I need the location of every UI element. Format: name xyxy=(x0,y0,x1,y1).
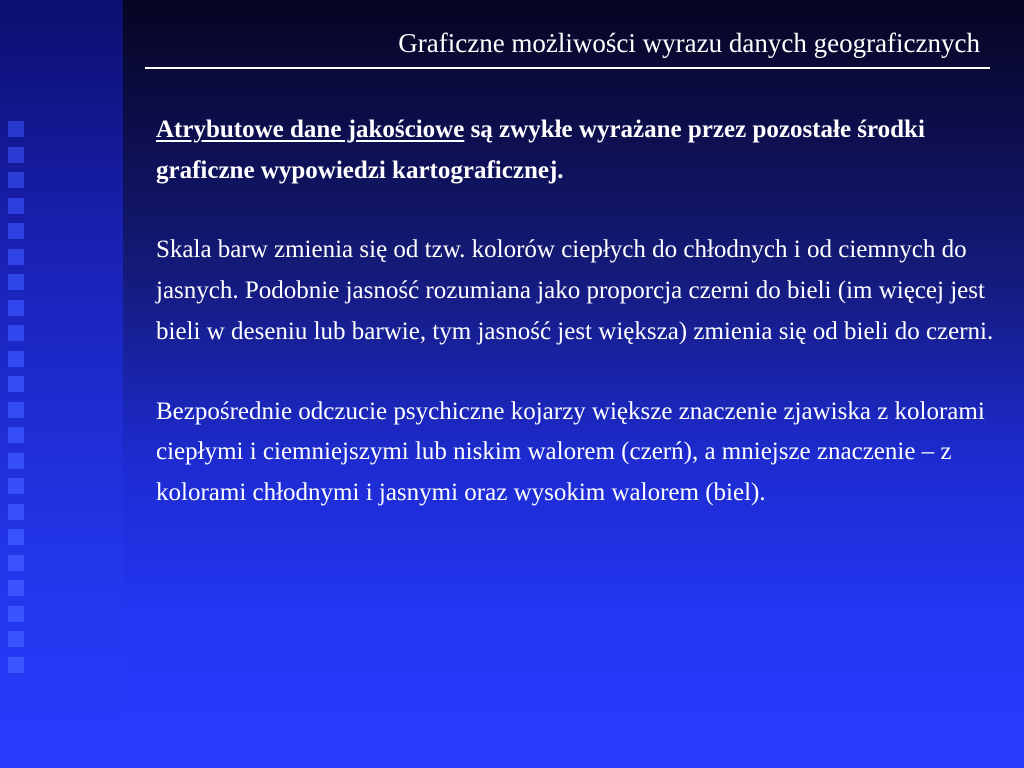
decorative-square xyxy=(8,300,24,316)
decorative-square xyxy=(8,453,24,469)
body-paragraph-perception: Bezpośrednie odczucie psychiczne kojarzy większe znaczenie zjawiska z kolorami ciepłymi i ciemniejszymi lub niskim walorem (czerń), a mniejsze znaczenie – z kolorami chłodnymi i jasnymi oraz wysokim walorem (biel). xyxy=(156,397,985,506)
body-paragraph-colors: Skala barw zmienia się od tzw. kolorów ciepłych do chłodnych i od ciemnych do jasnych. Podobnie jasność rozumiana jako proporcja czerni do bieli (im więcej jest bieli w deseniu lub barwie, tym jasność jest większa) zmienia się od bieli do czerni. xyxy=(156,236,994,345)
decorative-square xyxy=(8,402,24,418)
decorative-square xyxy=(8,427,24,443)
lead-keyword: Atrybutowe dane jakościowe xyxy=(156,116,465,143)
title-underline-rule xyxy=(145,67,990,69)
slide-title: Graficzne możliwości wyrazu danych geograficznych xyxy=(398,28,980,58)
title-band xyxy=(123,0,1024,70)
decorative-square xyxy=(8,606,24,622)
decorative-square xyxy=(8,121,24,137)
decorative-square xyxy=(8,555,24,571)
slide-body xyxy=(156,110,1002,514)
lead-text: są zwykłe wyrażane przez pozostałe środki graficzne wypowiedzi kartograficznej. xyxy=(156,116,925,184)
decorative-square xyxy=(8,376,24,392)
decorative-square xyxy=(8,274,24,290)
decorative-square xyxy=(8,478,24,494)
decorative-square xyxy=(8,657,24,673)
decorative-square xyxy=(8,504,24,520)
decorative-square xyxy=(8,198,24,214)
decorative-square xyxy=(8,631,24,647)
decorative-sidebar xyxy=(0,0,123,768)
paragraph-spacer xyxy=(156,353,1002,392)
decorative-square xyxy=(8,172,24,188)
lead-paragraph xyxy=(156,110,1002,191)
decorative-square xyxy=(8,249,24,265)
paragraph-spacer xyxy=(156,191,1002,230)
decorative-square xyxy=(8,529,24,545)
decorative-square xyxy=(8,580,24,596)
decorative-square xyxy=(8,147,24,163)
decorative-square xyxy=(8,325,24,341)
decorative-square xyxy=(8,223,24,239)
decorative-square xyxy=(8,351,24,367)
